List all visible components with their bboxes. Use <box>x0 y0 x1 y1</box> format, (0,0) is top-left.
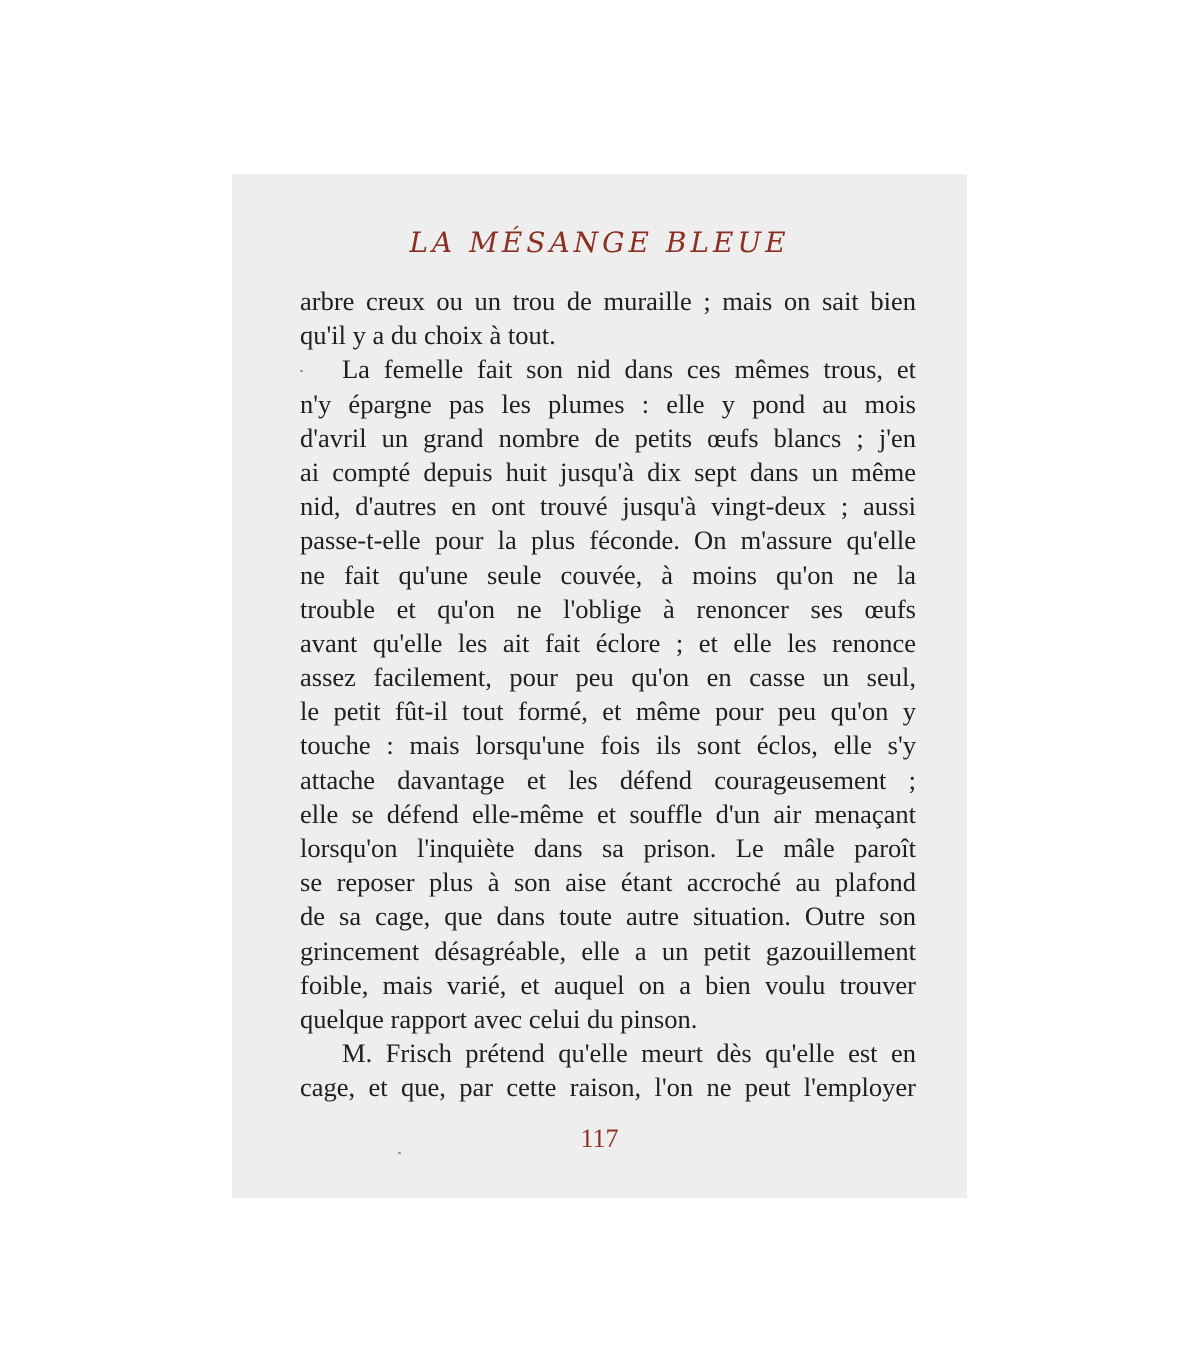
running-head: LA MÉSANGE BLEUE <box>409 226 790 259</box>
text-line: cage, et que, par cette raison, l'on ne peut l'employer <box>300 1072 916 1103</box>
text-line: attache davantage et les défend courageusement ; <box>300 764 916 795</box>
text-line: arbre creux ou un trou de muraille ; mais on sait bien <box>300 286 916 316</box>
book-page <box>232 174 967 1198</box>
text-line: avant qu'elle les ait fait éclore ; et elle les renonce <box>300 627 916 658</box>
text-line: de sa cage, que dans toute autre situation. Outre son <box>300 901 916 932</box>
text-line: elle se défend elle-même et souffle d'un air menaçant <box>300 798 916 829</box>
text-line: passe-t-elle pour la plus féconde. On m'assure qu'elle <box>300 525 916 556</box>
text-line: La femelle fait son nid dans ces mêmes trous, et <box>342 354 916 385</box>
text-line: grincement désagréable, elle a un petit gazouillement <box>300 935 916 966</box>
text-line: ne fait qu'une seule couvée, à moins qu'on ne la <box>300 559 916 590</box>
text-line: quelque rapport avec celui du pinson. <box>300 1003 698 1034</box>
text-line: se reposer plus à son aise étant accroché au plafond <box>300 867 916 898</box>
text-line: assez facilement, pour peu qu'on en casse un seul, <box>300 662 916 693</box>
text-line: nid, d'autres en ont trouvé jusqu'à vingt-deux ; aussi <box>300 491 916 522</box>
text-line: n'y épargne pas les plumes : elle y pond au mois <box>300 388 916 419</box>
text-line: lorsqu'on l'inquiète dans sa prison. Le mâle paroît <box>300 833 916 863</box>
body-text <box>300 284 916 1105</box>
paper-speck <box>300 370 303 372</box>
text-line: touche : mais lorsqu'une fois ils sont éclos, elle s'y <box>300 730 916 761</box>
text-line: d'avril un grand nombre de petits œufs blancs ; j'en <box>300 422 916 453</box>
paper-speck <box>398 1152 401 1154</box>
text-line: ai compté depuis huit jusqu'à dix sept dans un même <box>300 456 916 487</box>
text-line: M. Frisch prétend qu'elle meurt dès qu'elle est en <box>342 1038 916 1069</box>
text-line: trouble et qu'on ne l'oblige à renoncer ses œufs <box>300 593 916 624</box>
page-number: 117 <box>580 1124 619 1153</box>
text-line: qu'il y a du choix à tout. <box>300 320 556 351</box>
text-line: le petit fût-il tout formé, et même pour peu qu'on y <box>300 696 916 727</box>
text-line: foible, mais varié, et auquel on a bien voulu trouver <box>300 969 916 1000</box>
